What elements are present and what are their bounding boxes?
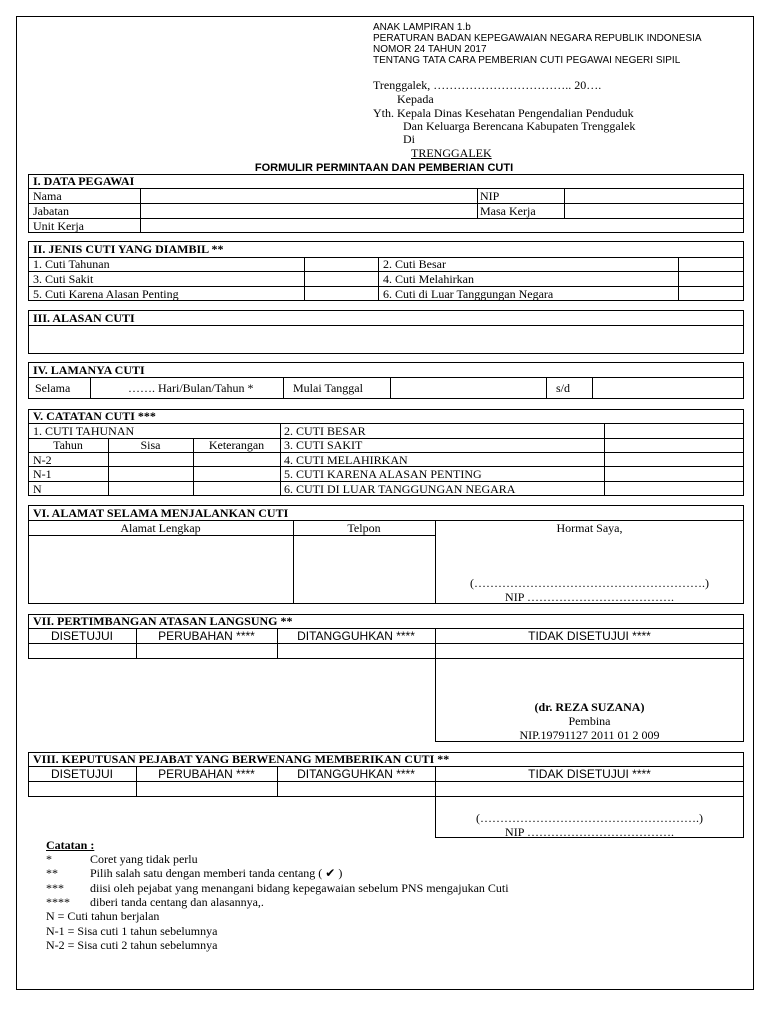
- unit-kerja-field[interactable]: [142, 220, 742, 232]
- atasan-rank: Pembina: [568, 714, 611, 728]
- unit-kerja-label: Unit Kerja: [33, 219, 84, 233]
- note-text-1: Coret yang tidak perlu: [90, 852, 198, 866]
- jabatan-label: Jabatan: [33, 204, 69, 218]
- s8-ditangguhkan-check[interactable]: [279, 783, 433, 795]
- cuti-tahunan-label: 1. CUTI TAHUNAN: [33, 424, 135, 438]
- legend-n: N = Cuti tahun berjalan: [46, 909, 160, 923]
- s7-perubahan-check[interactable]: [138, 645, 275, 657]
- pejabat-signature: (……………………………………………….): [476, 811, 703, 825]
- cuti-besar-option: 2. Cuti Besar: [383, 257, 446, 271]
- note-key-3: ***: [46, 881, 64, 895]
- nip-label: NIP: [480, 189, 500, 203]
- nama-label: Nama: [33, 189, 62, 203]
- s7-disetujui-check[interactable]: [30, 645, 134, 657]
- keterangan-header: Keterangan: [208, 438, 265, 452]
- cuti-sakit-check[interactable]: [306, 273, 376, 285]
- tahun-header: Tahun: [53, 438, 83, 452]
- atasan-name: (dr. REZA SUZANA): [534, 700, 645, 714]
- cuti-luar-tanggungan-option: 6. Cuti di Luar Tanggungan Negara: [383, 287, 554, 301]
- catatan-cuti-alasan-penting: 5. CUTI KARENA ALASAN PENTING: [284, 467, 482, 481]
- selama-label: Selama: [35, 381, 71, 395]
- catatan-cuti-melahirkan: 4. CUTI MELAHIRKAN: [284, 453, 408, 467]
- nip-field[interactable]: [566, 190, 742, 202]
- di-label: Di: [403, 132, 415, 146]
- form-title: FORMULIR PERMINTAAN DAN PEMBERIAN CUTI: [254, 162, 514, 174]
- row-n: N: [33, 482, 42, 496]
- sampai-tanggal-field[interactable]: [594, 379, 742, 397]
- regulation-subject: TENTANG TATA CARA PEMBERIAN CUTI PEGAWAI NEGERI SIPIL: [373, 55, 681, 66]
- masa-kerja-label: Masa Kerja: [480, 204, 536, 218]
- row-n2: N-2: [33, 453, 52, 467]
- sisa-header: Sisa: [140, 438, 161, 452]
- note-key-2: **: [46, 866, 58, 880]
- cuti-alasan-penting-check[interactable]: [306, 288, 376, 300]
- notes-title: Catatan :: [46, 838, 95, 852]
- s7-tidak-disetujui: TIDAK DISETUJUI ****: [528, 629, 651, 643]
- section-5-title: V. CATATAN CUTI ***: [33, 409, 156, 423]
- cuti-besar-check[interactable]: [680, 258, 742, 270]
- cuti-melahirkan-check[interactable]: [680, 273, 742, 285]
- cuti-alasan-penting-option: 5. Cuti Karena Alasan Penting: [33, 287, 179, 301]
- section-6-title: VI. ALAMAT SELAMA MENJALANKAN CUTI: [33, 506, 289, 520]
- regulation-title: PERATURAN BADAN KEPEGAWAIAN NEGARA REPUBLIK INDONESIA: [373, 33, 702, 44]
- recipient-line2: Dan Keluarga Berencana Kabupaten Trenggalek: [403, 119, 636, 133]
- s8-tidak-disetujui-check[interactable]: [437, 783, 742, 795]
- nama-field[interactable]: [142, 190, 475, 202]
- telpon-field[interactable]: [295, 537, 433, 602]
- catatan-cuti-sakit: 3. CUTI SAKIT: [284, 438, 363, 452]
- section-3-title: III. ALASAN CUTI: [33, 311, 135, 325]
- catatan-cuti-besar: 2. CUTI BESAR: [284, 424, 366, 438]
- sd-label: s/d: [556, 381, 571, 395]
- s8-perubahan: PERUBAHAN ****: [158, 767, 255, 781]
- s7-disetujui: DISETUJUI: [50, 629, 113, 643]
- cuti-melahirkan-option: 4. Cuti Melahirkan: [383, 272, 474, 286]
- kepada-label: Kepada: [397, 92, 434, 106]
- alamat-header: Alamat Lengkap: [120, 521, 201, 535]
- atasan-nip: NIP.19791127 2011 01 2 009: [519, 728, 660, 742]
- pejabat-nip: NIP ……………………………….: [505, 825, 674, 839]
- row-n1: N-1: [33, 467, 52, 481]
- s8-disetujui: DISETUJUI: [50, 767, 113, 781]
- s7-tidak-disetujui-check[interactable]: [437, 645, 742, 657]
- mulai-tanggal-label: Mulai Tanggal: [293, 381, 363, 395]
- alasan-cuti-field[interactable]: [30, 327, 742, 352]
- s8-disetujui-check[interactable]: [30, 783, 134, 795]
- note-text-2: Pilih salah satu dengan memberi tanda centang ( ✔ ): [90, 866, 343, 880]
- cuti-sakit-option: 3. Cuti Sakit: [33, 272, 94, 286]
- s7-ditangguhkan-check[interactable]: [279, 645, 433, 657]
- note-key-1: *: [46, 852, 52, 866]
- s8-ditangguhkan: DITANGGUHKAN ****: [297, 767, 415, 781]
- hormat-saya: Hormat Saya,: [556, 521, 623, 535]
- telpon-header: Telpon: [347, 521, 381, 535]
- jabatan-field[interactable]: [142, 205, 475, 217]
- place-date: Trenggalek, …………………………….. 20….: [373, 78, 602, 92]
- alamat-field[interactable]: [30, 537, 291, 602]
- catatan-cuti-luar-tanggungan: 6. CUTI DI LUAR TANGGUNGAN NEGARA: [284, 482, 516, 496]
- masa-kerja-field[interactable]: [566, 205, 742, 217]
- note-text-3: diisi oleh pejabat yang menangani bidang kepegawaian sebelum PNS mengajukan Cuti: [90, 881, 509, 895]
- section-2-title: II. JENIS CUTI YANG DIAMBIL **: [33, 242, 224, 256]
- cuti-luar-tanggungan-check[interactable]: [680, 288, 742, 300]
- recipient-line1: Yth. Kepala Dinas Kesehatan Pengendalian Penduduk: [373, 106, 634, 120]
- regulation-number: NOMOR 24 TAHUN 2017: [373, 44, 487, 55]
- s7-perubahan: PERUBAHAN ****: [158, 629, 255, 643]
- cuti-tahunan-option: 1. Cuti Tahunan: [33, 257, 110, 271]
- mulai-tanggal-field[interactable]: [392, 379, 544, 397]
- s7-ditangguhkan: DITANGGUHKAN ****: [297, 629, 415, 643]
- attachment-label: ANAK LAMPIRAN 1.b: [373, 22, 471, 33]
- duration-unit: ……. Hari/Bulan/Tahun *: [128, 381, 254, 395]
- recipient-city: TRENGGALEK: [411, 146, 492, 160]
- section-1-title: I. DATA PEGAWAI: [33, 174, 135, 188]
- legend-n1: N-1 = Sisa cuti 1 tahun sebelumnya: [46, 924, 218, 938]
- section-4-title: IV. LAMANYA CUTI: [33, 363, 145, 377]
- note-key-4: ****: [46, 895, 70, 909]
- s8-perubahan-check[interactable]: [138, 783, 275, 795]
- cuti-tahunan-check[interactable]: [306, 258, 376, 270]
- applicant-signature: (………………………………………………….): [470, 576, 709, 590]
- section-8-title: VIII. KEPUTUSAN PEJABAT YANG BERWENANG MEMBERIKAN CUTI **: [33, 752, 450, 766]
- note-text-4: diberi tanda centang dan alasannya,.: [90, 895, 264, 909]
- applicant-nip: NIP ……………………………….: [505, 590, 674, 604]
- section-7-title: VII. PERTIMBANGAN ATASAN LANGSUNG **: [33, 614, 293, 628]
- legend-n2: N-2 = Sisa cuti 2 tahun sebelumnya: [46, 938, 218, 952]
- s8-tidak-disetujui: TIDAK DISETUJUI ****: [528, 767, 651, 781]
